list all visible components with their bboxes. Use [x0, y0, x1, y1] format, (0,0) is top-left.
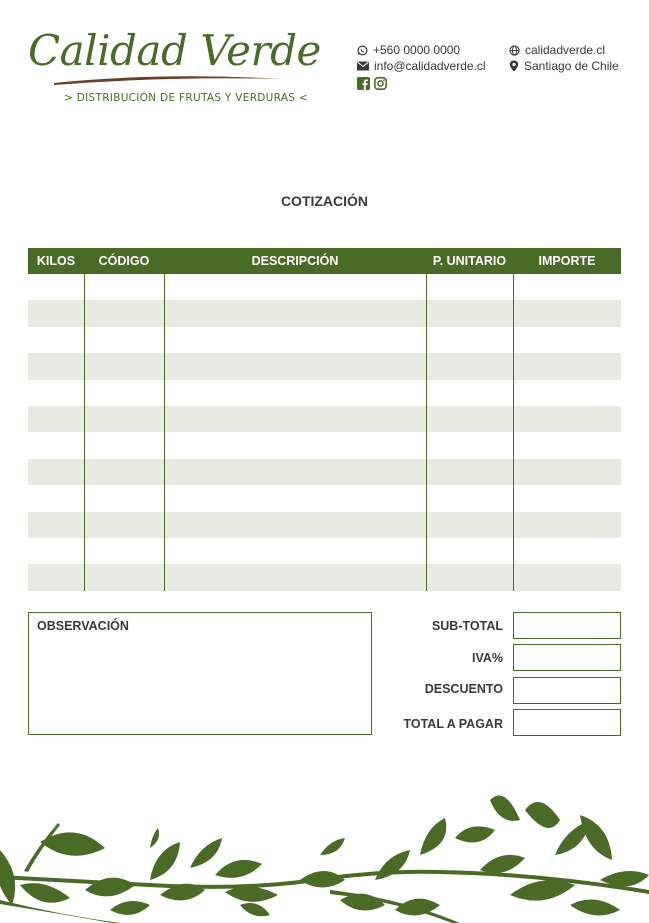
table-row[interactable]: [28, 406, 621, 432]
brand-tagline: > DISTRIBUCIÓN DE FRUTAS Y VERDURAS <: [64, 92, 309, 104]
subtotal-label: SUB-TOTAL: [431, 619, 503, 633]
column-header-descripcion: DESCRIPCIÓN: [251, 254, 339, 268]
column-header-codigo: CÓDIGO: [98, 254, 150, 268]
logo-swoosh: [52, 74, 284, 86]
contact-phone: [357, 43, 460, 57]
table-row[interactable]: [28, 353, 621, 379]
table-row[interactable]: [28, 564, 621, 590]
brand-logo: [28, 22, 321, 112]
table-row[interactable]: [28, 485, 621, 511]
column-divider: [84, 274, 85, 591]
table-header: [28, 248, 621, 274]
table-row[interactable]: [28, 300, 621, 326]
globe-icon: [509, 45, 520, 56]
table-row[interactable]: [28, 538, 621, 564]
table-row[interactable]: [28, 432, 621, 458]
location-text: Santiago de Chile: [524, 59, 619, 73]
table-row[interactable]: [28, 274, 621, 300]
column-divider: [426, 274, 427, 591]
observations-label: OBSERVACIÓN: [37, 619, 129, 633]
location-pin-icon: [509, 60, 519, 72]
facebook-icon[interactable]: [357, 77, 370, 90]
quote-table: [28, 248, 621, 591]
total-field[interactable]: [513, 709, 621, 736]
column-header-kilos: KILOS: [36, 254, 76, 268]
contact-email: [357, 59, 486, 73]
discount-field[interactable]: [513, 677, 621, 704]
discount-label: DESCUENTO: [424, 682, 503, 696]
website-text: calidadverde.cl: [525, 43, 606, 57]
contact-website: [509, 43, 605, 57]
email-text: info@calidadverde.cl: [374, 59, 486, 73]
mail-icon: [357, 61, 369, 71]
vine-decoration: [0, 780, 649, 923]
column-header-precio-unitario: P. UNITARIO: [432, 254, 507, 268]
table-row[interactable]: [28, 459, 621, 485]
subtotal-field[interactable]: [513, 612, 621, 639]
total-label: TOTAL A PAGAR: [403, 717, 503, 731]
column-header-importe: IMPORTE: [538, 254, 596, 268]
iva-label: IVA%: [471, 651, 503, 665]
iva-field[interactable]: [513, 644, 621, 671]
social-links: [357, 77, 387, 90]
table-row[interactable]: [28, 380, 621, 406]
table-row[interactable]: [28, 512, 621, 538]
instagram-icon[interactable]: [374, 77, 387, 90]
brand-name: Calidad Verde: [28, 26, 321, 75]
table-row[interactable]: [28, 327, 621, 353]
phone-text: +560 0000 0000: [373, 43, 461, 57]
table-body: [28, 274, 621, 591]
whatsapp-icon: [357, 45, 368, 56]
document-title: COTIZACIÓN: [280, 193, 369, 209]
column-divider: [513, 274, 514, 591]
contact-location: [509, 59, 619, 73]
column-divider: [164, 274, 165, 591]
